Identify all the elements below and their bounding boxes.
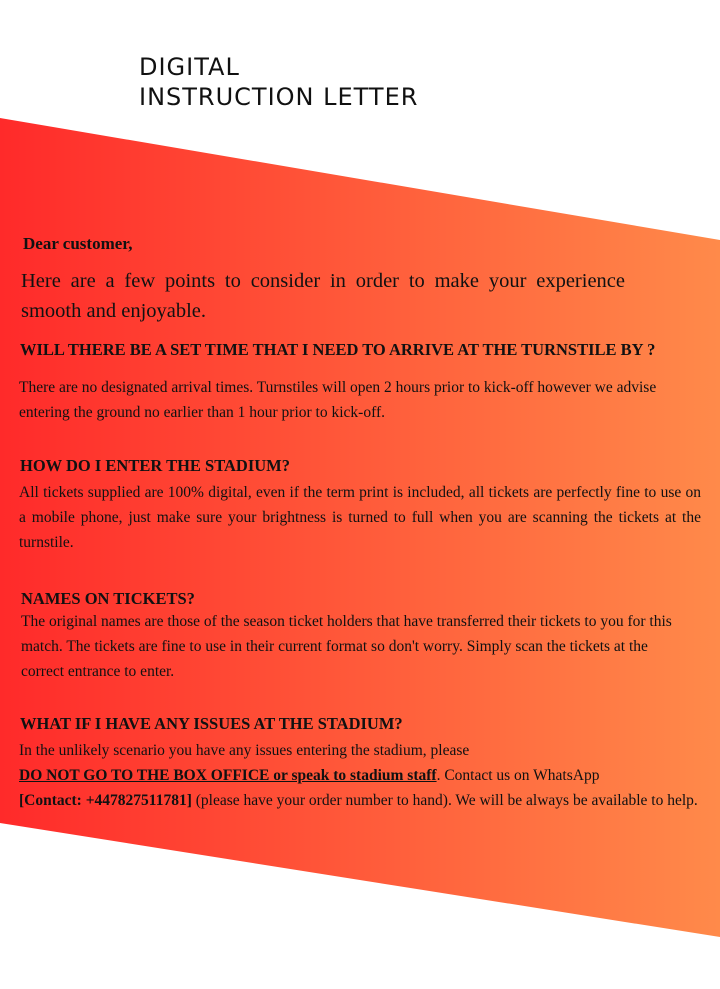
greeting: Dear customer, — [23, 234, 133, 253]
issues-intro-text: In the unlikely scenario you have any issues entering the stadium, please — [19, 742, 470, 759]
issues-end-text: (please have your order number to hand). We will be always be available to help. — [191, 792, 698, 809]
section-heading-names-on-tickets: NAMES ON TICKETS? — [21, 589, 195, 608]
section-heading-enter-stadium: HOW DO I ENTER THE STADIUM? — [20, 456, 291, 475]
section-body-enter-stadium: All tickets supplied are 100% digital, even if the term print is included, all tickets are perfectly fine to use on a mobile phone, just make sure your brightness is turned to full when you are scanning the tickets at the turnstile. — [19, 484, 701, 551]
issues-mid-text: . Contact us on WhatsApp — [436, 767, 600, 784]
intro-paragraph: Here are a few points to consider in order to make your experience smooth and enjoyable. — [21, 270, 625, 322]
whatsapp-contact: [Contact: +447827511781] — [19, 792, 192, 809]
section-body-arrival-time: There are no designated arrival times. Turnstiles will open 2 hours prior to kick-off however we advise entering the ground no earlier than 1 hour prior to kick-off. — [19, 379, 657, 421]
section-body-names-on-tickets: The original names are those of the season ticket holders that have transferred their tickets to you for this match. The tickets are fine to use in their current format so don't worry. Simply scan the tickets at the correct entrance to enter. — [21, 613, 672, 680]
box-office-warning: DO NOT GO TO THE BOX OFFICE or speak to stadium staff — [19, 767, 437, 784]
section-heading-issues: WHAT IF I HAVE ANY ISSUES AT THE STADIUM? — [20, 714, 403, 733]
title-line-2: INSTRUCTION LETTER — [139, 83, 419, 111]
title-line-1: DIGITAL — [139, 53, 240, 81]
section-body-issues — [19, 738, 703, 813]
section-heading-arrival-time: WILL THERE BE A SET TIME THAT I NEED TO ARRIVE AT THE TURNSTILE BY ? — [20, 340, 656, 359]
